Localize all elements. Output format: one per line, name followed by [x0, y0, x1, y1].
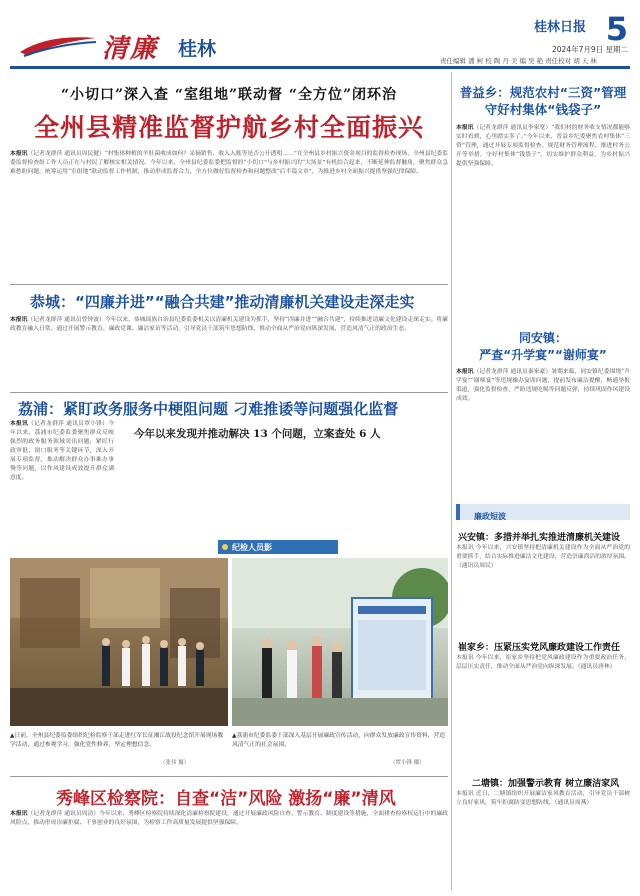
lipu-deck-area [120, 420, 448, 530]
xiuying-body-column [10, 810, 448, 890]
lead-subhead: “小切口”深入查 “室组地”联动督 “全方位”闭环治 [60, 87, 398, 103]
outreach-scene-graphic [232, 558, 448, 726]
brief1-title: 兴安镇：多措并举扎实推进清廉机关建设 [458, 533, 621, 543]
lead-title: 全州县精准监督护航乡村全面振兴 [33, 113, 424, 142]
brief-tag-bar [456, 504, 630, 520]
tongan-body [456, 368, 630, 496]
xiuying-title: 秀峰区检察院：自查“洁”风险 激扬“廉”清风 [56, 789, 396, 809]
photo2-credit: （覃小锋 摄） [390, 760, 425, 766]
section-banner [10, 10, 310, 64]
lipu-deck: 今年以来发现并推动解决 13 个问题，立案查处 6 人 [134, 428, 381, 440]
section-divider [10, 284, 448, 285]
section-logo: 清廉 [102, 34, 159, 64]
gongcheng-body [10, 316, 448, 384]
section-divider [10, 776, 448, 777]
brief2-body: 本报讯 今年以来，崔家乡坚持把党风廉政建设作为重要政治任务，层层压实责任，推动全面从严治党向纵深发展。（通讯员唐林） [456, 655, 630, 670]
lead-body-text: （记者龙群萍 通讯员周民健）“村集体种植的羊肚菌收成如何？采摘销售、收入入账等是否公开透明……”在全州县乡村振兴资金项目的监督检查现场，全州县纪委监委监督检查组工作人员正在与村民了解核实相关情况。今年以来，全州县纪委监委把监督的“小切口”与乡村振兴的“大场景”有机结合起来，不断延伸监督触角，聚焦群众急难愁盼问题，统筹运用“室组地”联动监督工作机制，推动形成监督合力，全方位做好监督检查和问题整改“后半篇文章”，为推进乡村全面振兴提供坚强纪律保障。 [10, 151, 448, 175]
masthead-right [428, 10, 628, 60]
photo2-caption: ▲荔浦市纪委监委干部深入基层开展廉政宣传活动，向群众发放廉政宣传资料，营造风清气正的社会氛围。 [232, 733, 446, 748]
tongan-body-text: （记者龙群萍 通讯员秦家豪）暑期来临，同安镇纪委围绕“升学宴”“谢师宴”等违规操办宴席问题，提前发布廉洁提醒，畅通举报渠道，强化监督检查，严防违规吃喝等问题反弹，持续巩固作风建设成效。 [456, 369, 630, 402]
puyi-title: 普益乡：规范农村“三资”管理 守好村集体“钱袋子” [459, 85, 627, 117]
gongcheng-title: 恭城：“四廉并进”“融合共建”推动清廉机关建设走深走实 [30, 293, 415, 311]
photo-section-label [218, 540, 338, 554]
brief1-body: 本报讯 今年以来，兴安镇坚持把清廉机关建设作为全面从严治党的重要抓手，结合实际推进廉洁文化建设，营造崇廉尚洁的浓厚氛围。（通讯员周民） [456, 545, 630, 569]
brief2-title: 崔家乡：压紧压实党风廉政建设工作责任 [458, 643, 621, 653]
label-dot-icon [222, 544, 228, 550]
photo1-caption: ▲日前，全州县纪委监委组织纪检监察干部走进红军长征湘江战役纪念馆开展现场教学活动，通过参观学习，强化党性修养，坚定理想信念。 [10, 733, 224, 748]
brief3-body: 本报讯 近日，二塘镇组织开展廉洁家风教育活动，引导党员干部树立良好家风，筑牢拒腐防变思想防线。（通讯员周燕） [456, 791, 630, 806]
xiuying-byline: 本报讯 [10, 811, 28, 817]
page-number: 5 [605, 10, 628, 48]
gongcheng-byline: 本报讯 [10, 317, 28, 323]
section-subtitle: 桂林 [178, 38, 217, 60]
xiuying-body-text: （记者龙群萍 通讯员周清）今年以来，秀峰区检察院持续深化清廉检察院建设，通过开展廉政风险自查、警示教育、制度建设等措施，全面排查检察权运行中的廉政风险点，推动形成崇廉拒腐、干事创业的良好氛围，为检察工作高质量发展提供坚强保障。 [10, 811, 448, 826]
brief3-title: 二塘镇：加强警示教育 树立廉洁家风 [472, 779, 620, 789]
museum-visit-photo [10, 558, 228, 726]
lead-article [10, 78, 448, 144]
gongcheng-body-column [10, 316, 448, 384]
swoosh-graphic [18, 32, 98, 58]
outreach-photo [232, 558, 448, 726]
lipu-byline: 本报讯 [10, 421, 29, 427]
section-divider [10, 392, 448, 393]
lead-body [10, 150, 448, 278]
masthead-rule [10, 66, 630, 69]
puyi-body-text: （记者龙群萍 通讯员李家宽）“我们村的财务收支情况都能够实时看到，心里踏实多了。”今年以来，普益乡纪委聚焦农村集体“三资”管理，通过开展专项监督检查、规范财务管理流程、推进村务公开等举措，守好村集体“钱袋子”，切实维护群众利益，为乡村振兴提供坚强保障。 [456, 125, 630, 167]
lipu-title: 荔浦：紧盯政务服务中梗阻问题 刁难推诿等问题强化监督 [18, 400, 399, 418]
lead-body-column [10, 150, 448, 278]
lipu-body [10, 420, 448, 530]
tongan-title: 同安镇： 严查“升学宴”“谢师宴” [479, 331, 607, 362]
editor-credits: 责任编辑 潘 柯 校 陶 丹 美 编 吴 艳 责任校对 胡 天 林 [440, 57, 597, 65]
puyi-byline: 本报讯 [456, 125, 474, 131]
gongcheng-body-text: （记者龙群萍 通讯员曾钟波）今年以来，恭城瑶族自治县纪委监委机关以清廉机关建设为抓手，坚持“四廉并进”“融合共建”，持续推进清廉文化建设走深走实。将廉政教育融入日常，通过开展警示教育、廉政党课、廉洁家访等活动，引导党员干部筑牢思想防线，推动全面从严治党向纵深发展，营造风清气正的政治生态。 [10, 317, 448, 332]
lipu-body-column [10, 420, 114, 530]
brief-tag: 廉政短波 [474, 511, 506, 521]
lipu-body-text: （记者龙群萍 通讯员覃小锋）今年以来，荔浦市纪委监委聚焦群众反映强烈的政务服务领域突出问题，紧盯行政审批、窗口服务等关键环节，深入开展专项监督，推动解决群众办事难办事慢等问题，以作风建设成效提升群众满意度。 [10, 421, 114, 481]
column-divider [451, 72, 452, 890]
lead-byline: 本报讯 [10, 151, 28, 157]
tongan-byline: 本报讯 [456, 369, 474, 375]
photo-label-text: 纪检人员影 [232, 542, 272, 552]
paper-name: 桂林日报 [533, 20, 586, 35]
xiuying-body [10, 810, 448, 890]
masthead [0, 0, 640, 68]
puyi-body [456, 124, 630, 324]
photo1-credit: （张伟 摄） [160, 760, 190, 766]
museum-scene-graphic [10, 558, 228, 726]
issue-date: 2024年7月9日 星期二 [551, 45, 628, 54]
